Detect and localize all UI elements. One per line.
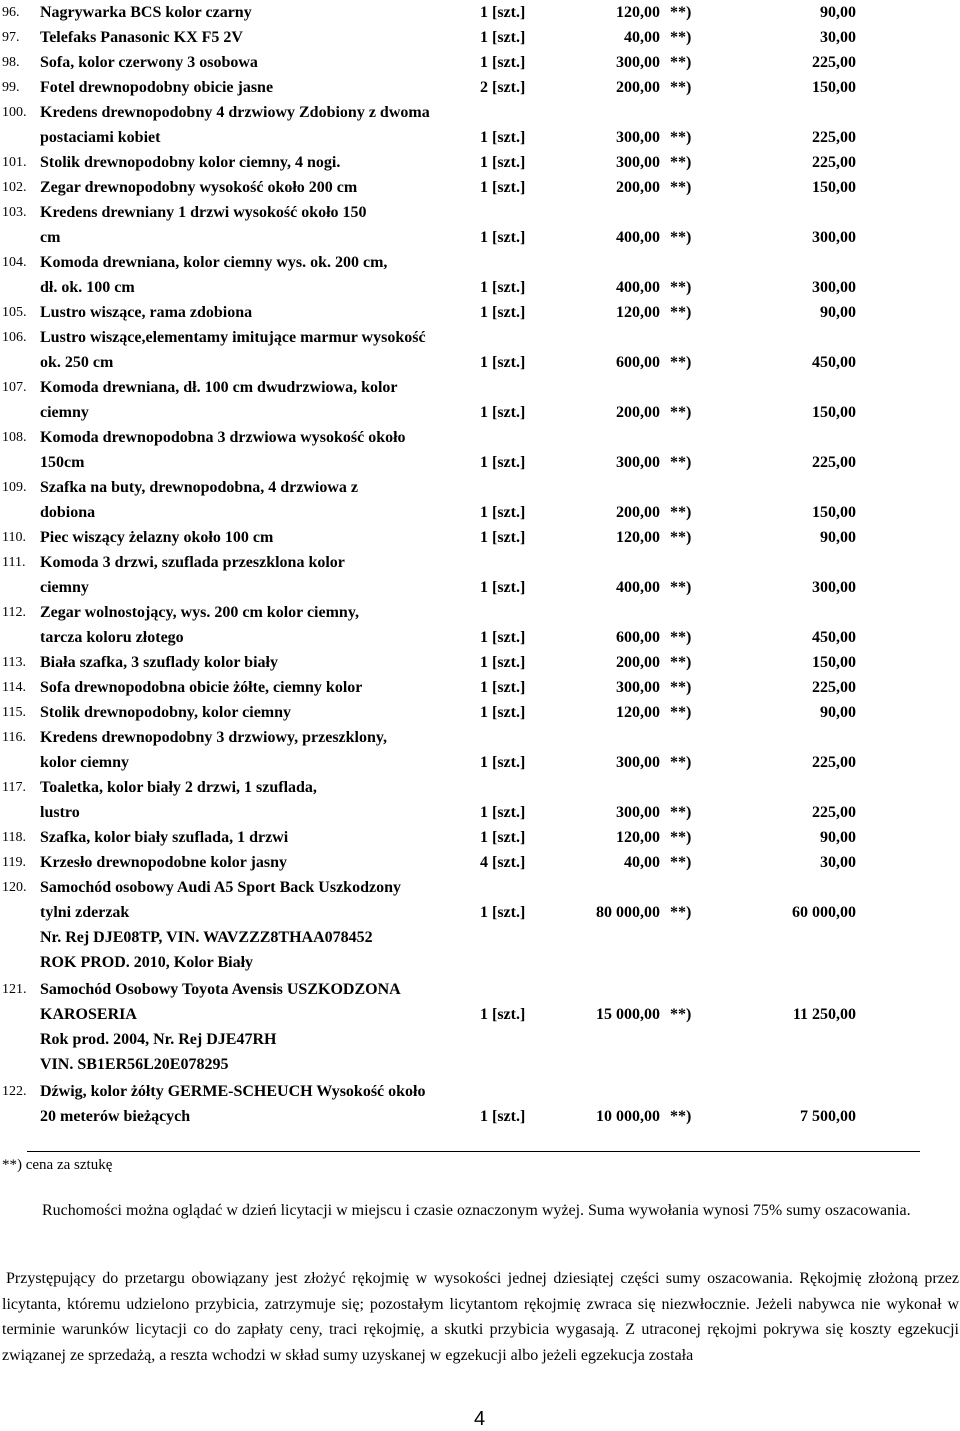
item-number: 120.: [2, 880, 27, 895]
item-quantity: 1 [szt.]: [480, 1108, 526, 1125]
item-number: 117.: [2, 780, 26, 795]
item-quantity: 1 [szt.]: [480, 829, 526, 846]
item-quantity: 1 [szt.]: [480, 679, 526, 696]
item-description: Biała szafka, 3 szuflady kolor biały: [40, 654, 278, 671]
item-description: lustro: [40, 804, 80, 821]
item-number: 113.: [2, 655, 26, 670]
item-call-price: 450,00: [812, 629, 856, 646]
item-line: [0, 1052, 960, 1077]
item-line: [0, 875, 960, 900]
item-number: 116.: [2, 730, 26, 745]
item-price: 300,00: [616, 54, 660, 71]
item-call-price: 150,00: [812, 654, 856, 671]
item-quantity: 1 [szt.]: [480, 804, 526, 821]
item-description: Kredens drewniany 1 drzwi wysokość około 150: [40, 204, 367, 221]
item-description: Komoda drewniana, kolor ciemny wys. ok. 200 cm,: [40, 254, 388, 271]
item-description: Stolik drewnopodobny, kolor ciemny: [40, 704, 292, 721]
item-call-price: 90,00: [820, 829, 856, 846]
item-description: Krzesło drewnopodobne kolor jasny: [40, 854, 287, 871]
item-description: tarcza koloru złotego: [40, 629, 184, 646]
item-number: 96.: [2, 5, 20, 20]
item-price: 300,00: [616, 154, 660, 171]
item-description: 20 meterów bieżących: [40, 1108, 191, 1125]
item-price-mark: **): [670, 129, 692, 146]
item-line: [0, 925, 960, 950]
item-number: 107.: [2, 380, 27, 395]
paragraph-viewing: [2, 1198, 959, 1224]
item-description: Szafka na buty, drewnopodobna, 4 drzwiowa z: [40, 479, 358, 496]
item-price: 400,00: [616, 279, 660, 296]
item-quantity: 1 [szt.]: [480, 529, 526, 546]
item-line: [0, 850, 960, 875]
item-number: 118.: [2, 830, 26, 845]
item-price: 400,00: [616, 579, 660, 596]
item-number: 111.: [2, 555, 26, 570]
item-price-mark: **): [670, 904, 692, 921]
item-price-mark: **): [670, 279, 692, 296]
item-line: [0, 50, 960, 75]
item-number: 98.: [2, 55, 20, 70]
item-price-mark: **): [670, 79, 692, 96]
item-description: postaciami kobiet: [40, 129, 161, 146]
item-price-mark: **): [670, 154, 692, 171]
item-description: ROK PROD. 2010, Kolor Biały: [40, 954, 254, 971]
item-line: [0, 525, 960, 550]
item-description: Szafka, kolor biały szuflada, 1 drzwi: [40, 829, 289, 846]
item-line: [0, 250, 960, 275]
item-quantity: 1 [szt.]: [480, 904, 526, 921]
item-call-price: 225,00: [812, 129, 856, 146]
item-line: [0, 350, 960, 375]
item-line: [0, 900, 960, 925]
item-price: 200,00: [616, 504, 660, 521]
item-description: 150cm: [40, 454, 85, 471]
item-price-mark: **): [670, 854, 692, 871]
item-line: [0, 977, 960, 1002]
item-quantity: 1 [szt.]: [480, 279, 526, 296]
item-price-mark: **): [670, 454, 692, 471]
item-description: Dźwig, kolor żółty GERME-SCHEUCH Wysokość około: [40, 1083, 426, 1100]
item-line: [0, 625, 960, 650]
item-line: [0, 425, 960, 450]
item-description: tylni zderzak: [40, 904, 130, 921]
item-quantity: 1 [szt.]: [480, 154, 526, 171]
item-call-price: 60 000,00: [792, 904, 856, 921]
item-number: 97.: [2, 30, 20, 45]
item-price: 300,00: [616, 129, 660, 146]
item-line: [0, 100, 960, 125]
item-price: 300,00: [616, 679, 660, 696]
item-quantity: 1 [szt.]: [480, 579, 526, 596]
item-description: Komoda drewniana, dł. 100 cm dwudrzwiowa, kolor: [40, 379, 398, 396]
item-number: 105.: [2, 305, 27, 320]
item-call-price: 450,00: [812, 354, 856, 371]
item-description: Komoda drewnopodobna 3 drzwiowa wysokość około: [40, 429, 406, 446]
item-call-price: 300,00: [812, 579, 856, 596]
item-price-mark: **): [670, 679, 692, 696]
item-description: Nagrywarka BCS kolor czarny: [40, 4, 252, 21]
item-price: 15 000,00: [596, 1006, 660, 1023]
item-call-price: 11 250,00: [792, 1006, 856, 1023]
item-line: [0, 75, 960, 100]
item-price-mark: **): [670, 804, 692, 821]
item-call-price: 150,00: [812, 79, 856, 96]
item-description: Nr. Rej DJE08TP, VIN. WAVZZZ8THAA078452: [40, 929, 373, 946]
item-call-price: 225,00: [812, 754, 856, 771]
item-line: [0, 800, 960, 825]
item-call-price: 150,00: [812, 404, 856, 421]
item-call-price: 225,00: [812, 54, 856, 71]
item-quantity: 1 [szt.]: [480, 754, 526, 771]
item-number: 114.: [2, 680, 26, 695]
item-price-mark: **): [670, 404, 692, 421]
item-description: Komoda 3 drzwi, szuflada przeszklona kolor: [40, 554, 345, 571]
item-line: [0, 675, 960, 700]
item-line: [0, 400, 960, 425]
item-price: 120,00: [616, 4, 660, 21]
item-price-mark: **): [670, 54, 692, 71]
item-line: [0, 1027, 960, 1052]
item-line: [0, 1002, 960, 1027]
item-price-mark: **): [670, 754, 692, 771]
item-quantity: 1 [szt.]: [480, 4, 526, 21]
item-quantity: 1 [szt.]: [480, 1006, 526, 1023]
item-line: [0, 725, 960, 750]
item-description: Piec wiszący żelazny około 100 cm: [40, 529, 274, 546]
item-price: 300,00: [616, 804, 660, 821]
item-description: Telefaks Panasonic KX F5 2V: [40, 29, 243, 46]
item-line: [0, 700, 960, 725]
item-price: 200,00: [616, 404, 660, 421]
item-line: [0, 300, 960, 325]
item-call-price: 150,00: [812, 504, 856, 521]
item-number: 121.: [2, 982, 27, 997]
item-description: cm: [40, 229, 61, 246]
item-call-price: 30,00: [820, 854, 856, 871]
item-description: dł. ok. 100 cm: [40, 279, 135, 296]
item-price-mark: **): [670, 579, 692, 596]
item-quantity: 1 [szt.]: [480, 29, 526, 46]
item-description: Toaletka, kolor biały 2 drzwi, 1 szuflada,: [40, 779, 317, 796]
item-price: 600,00: [616, 354, 660, 371]
item-line: [0, 475, 960, 500]
item-price: 120,00: [616, 829, 660, 846]
item-quantity: 1 [szt.]: [480, 504, 526, 521]
item-number: 106.: [2, 330, 27, 345]
item-price: 120,00: [616, 304, 660, 321]
item-number: 99.: [2, 80, 20, 95]
item-quantity: 4 [szt.]: [480, 854, 526, 871]
item-price-mark: **): [670, 504, 692, 521]
item-quantity: 1 [szt.]: [480, 229, 526, 246]
item-description: Kredens drewnopodobny 4 drzwiowy Zdobiony z dwoma: [40, 104, 430, 121]
item-number: 112.: [2, 605, 26, 620]
item-price-mark: **): [670, 529, 692, 546]
item-line: [0, 325, 960, 350]
item-quantity: 1 [szt.]: [480, 54, 526, 71]
item-price-mark: **): [670, 629, 692, 646]
item-price: 10 000,00: [596, 1108, 660, 1125]
item-line: [0, 200, 960, 225]
item-number: 101.: [2, 155, 27, 170]
item-price-mark: **): [670, 4, 692, 21]
item-price: 120,00: [616, 529, 660, 546]
item-description: dobiona: [40, 504, 96, 521]
item-description: Fotel drewnopodobny obicie jasne: [40, 79, 274, 96]
item-price-mark: **): [670, 1108, 692, 1125]
item-quantity: 1 [szt.]: [480, 179, 526, 196]
item-line: [0, 825, 960, 850]
item-line: [0, 125, 960, 150]
item-number: 100.: [2, 105, 27, 120]
item-line: [0, 1079, 960, 1104]
footnote-divider: [27, 1151, 920, 1152]
item-quantity: 1 [szt.]: [480, 704, 526, 721]
item-number: 102.: [2, 180, 27, 195]
item-price-mark: **): [670, 704, 692, 721]
item-price: 600,00: [616, 629, 660, 646]
item-description: VIN. SB1ER56L20E078295: [40, 1056, 229, 1073]
item-description: kolor ciemny: [40, 754, 130, 771]
item-line: [0, 0, 960, 25]
item-line: [0, 450, 960, 475]
item-quantity: 1 [szt.]: [480, 629, 526, 646]
item-description: Kredens drewnopodobny 3 drzwiowy, przeszklony,: [40, 729, 388, 746]
item-call-price: 150,00: [812, 179, 856, 196]
item-line: [0, 150, 960, 175]
item-description: ciemny: [40, 404, 89, 421]
item-price-mark: **): [670, 829, 692, 846]
item-call-price: 225,00: [812, 679, 856, 696]
item-price-mark: **): [670, 29, 692, 46]
paragraph-deposit: [2, 1266, 959, 1368]
item-line: [0, 750, 960, 775]
item-price: 400,00: [616, 229, 660, 246]
item-description: Samochód osobowy Audi A5 Sport Back Uszkodzony: [40, 879, 401, 896]
item-price: 200,00: [616, 654, 660, 671]
item-quantity: 1 [szt.]: [480, 654, 526, 671]
item-call-price: 300,00: [812, 229, 856, 246]
item-line: [0, 650, 960, 675]
item-price: 300,00: [616, 754, 660, 771]
item-line: [0, 175, 960, 200]
item-number: 119.: [2, 855, 26, 870]
item-price-mark: **): [670, 229, 692, 246]
item-number: 115.: [2, 705, 26, 720]
item-quantity: 1 [szt.]: [480, 454, 526, 471]
item-call-price: 90,00: [820, 304, 856, 321]
item-call-price: 225,00: [812, 454, 856, 471]
item-number: 108.: [2, 430, 27, 445]
item-description: ciemny: [40, 579, 89, 596]
item-line: [0, 275, 960, 300]
item-price: 40,00: [624, 29, 660, 46]
item-description: KAROSERIA: [40, 1006, 137, 1023]
item-description: Stolik drewnopodobny kolor ciemny, 4 nogi.: [40, 154, 341, 171]
item-line: [0, 775, 960, 800]
item-quantity: 1 [szt.]: [480, 404, 526, 421]
item-price: 300,00: [616, 454, 660, 471]
item-price-mark: **): [670, 304, 692, 321]
item-description: Lustro wiszące,elementamy imitujące marmur wysokość: [40, 329, 426, 346]
item-price-mark: **): [670, 179, 692, 196]
item-call-price: 90,00: [820, 529, 856, 546]
item-number: 110.: [2, 530, 26, 545]
item-description: Zegar wolnostojący, wys. 200 cm kolor ciemny,: [40, 604, 359, 621]
item-call-price: 225,00: [812, 154, 856, 171]
item-price: 40,00: [624, 854, 660, 871]
item-call-price: 225,00: [812, 804, 856, 821]
item-description: Sofa, kolor czerwony 3 osobowa: [40, 54, 258, 71]
item-line: [0, 225, 960, 250]
item-price: 120,00: [616, 704, 660, 721]
item-description: Sofa drewnopodobna obicie żółte, ciemny kolor: [40, 679, 363, 696]
item-line: [0, 600, 960, 625]
item-line: [0, 950, 960, 975]
item-line: [0, 550, 960, 575]
item-price-mark: **): [670, 1006, 692, 1023]
item-description: Samochód Osobowy Toyota Avensis USZKODZONA: [40, 981, 401, 998]
item-price-mark: **): [670, 354, 692, 371]
footnote: **) cena za sztukę: [2, 1157, 113, 1173]
item-line: [0, 500, 960, 525]
item-call-price: 90,00: [820, 704, 856, 721]
paragraph-deposit-text: Przystępujący do przetargu obowiązany jest złożyć rękojmię w wysokości jednej dziesiątej części sumy oszacowania. Rękojmię złożoną przez licytanta, któremu udzielono przybicia, zatrzymuje się; pozostałym licytantom rękojmię zwraca się niezwłocznie. Jeżeli nabywca nie wykonał w terminie warunków licytacji co do zapłaty ceny, traci rękojmię, a skutki przybicia wygasają. Z utraconej rękojmi pokrywa się koszty egzekucji związanej ze sprzedażą, a reszta wchodzi w skład sumy uzyskanej w egzekucji albo jeżeli egzekucja została: [2, 1270, 959, 1364]
item-description: ok. 250 cm: [40, 354, 114, 371]
item-number: 103.: [2, 205, 27, 220]
item-quantity: 1 [szt.]: [480, 354, 526, 371]
item-price: 200,00: [616, 179, 660, 196]
item-call-price: 30,00: [820, 29, 856, 46]
item-line: [0, 575, 960, 600]
item-description: Lustro wiszące, rama zdobiona: [40, 304, 253, 321]
item-line: [0, 375, 960, 400]
item-call-price: 90,00: [820, 4, 856, 21]
item-price: 80 000,00: [596, 904, 660, 921]
item-description: Rok prod. 2004, Nr. Rej DJE47RH: [40, 1031, 277, 1048]
item-call-price: 7 500,00: [800, 1108, 856, 1125]
page-number: 4: [474, 1408, 486, 1430]
item-price: 200,00: [616, 79, 660, 96]
item-description: Zegar drewnopodobny wysokość około 200 cm: [40, 179, 358, 196]
item-line: [0, 1104, 960, 1129]
item-number: 122.: [2, 1084, 27, 1099]
item-quantity: 1 [szt.]: [480, 304, 526, 321]
item-line: [0, 25, 960, 50]
item-quantity: 1 [szt.]: [480, 129, 526, 146]
paragraph-viewing-text: Ruchomości można oglądać w dzień licytacji w miejscu i czasie oznaczonym wyżej. Suma wywołania wynosi 75% sumy oszacowania.: [42, 1202, 911, 1219]
item-price-mark: **): [670, 654, 692, 671]
item-number: 109.: [2, 480, 27, 495]
item-quantity: 2 [szt.]: [480, 79, 526, 96]
item-number: 104.: [2, 255, 27, 270]
item-call-price: 300,00: [812, 279, 856, 296]
